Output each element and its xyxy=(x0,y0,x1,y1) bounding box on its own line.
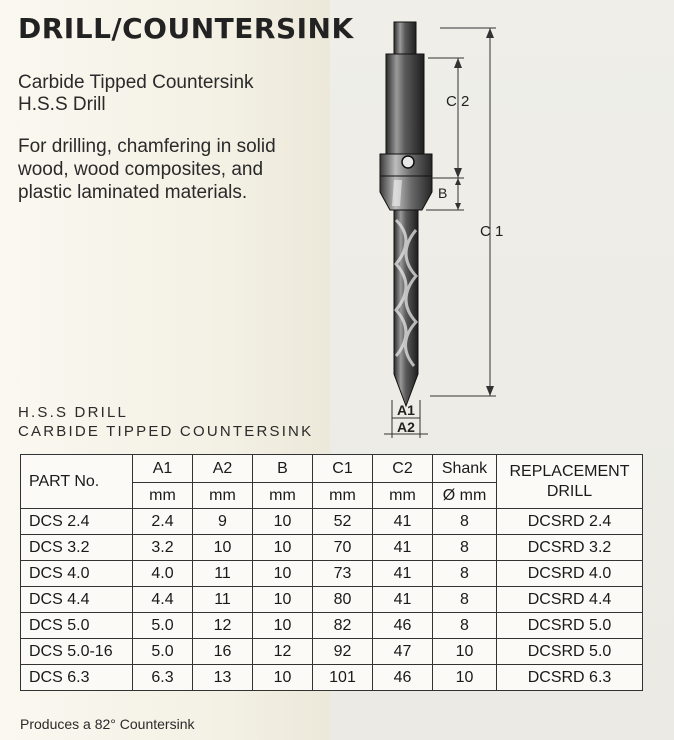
table-row xyxy=(21,665,643,691)
page-title: DRILL/COUNTERSINK xyxy=(18,12,354,45)
header-part-no: PART No. xyxy=(21,455,133,509)
dimension-cell: 80 xyxy=(313,587,373,613)
dimension-cell: 92 xyxy=(313,639,373,665)
label-a1: A1 xyxy=(397,402,415,418)
table-row xyxy=(21,535,643,561)
footer-note: Produces a 82° Countersink xyxy=(20,716,195,732)
drill-diagram xyxy=(370,14,530,444)
shank-body xyxy=(386,54,424,162)
description-line-1: For drilling, chamfering in solid xyxy=(18,136,276,157)
dimension-cell: 10 xyxy=(253,509,313,535)
subtitle-line-1: Carbide Tipped Countersink xyxy=(18,72,254,93)
part-number-cell: DCS 5.0-16 xyxy=(21,639,133,665)
table-row xyxy=(21,509,643,535)
dimension-cell: 8 xyxy=(433,561,497,587)
label-c1: C 1 xyxy=(480,223,504,240)
dimension-cell: 3.2 xyxy=(133,535,193,561)
dimension-cell: 10 xyxy=(433,639,497,665)
dimension-cell: 10 xyxy=(193,535,253,561)
description-line-3: plastic laminated materials. xyxy=(18,182,248,203)
dimension-cell: 11 xyxy=(193,561,253,587)
dimension-cell: 101 xyxy=(313,665,373,691)
dimension-cell: 70 xyxy=(313,535,373,561)
dimension-cell: 10 xyxy=(253,561,313,587)
label-b: B xyxy=(438,185,448,201)
dimension-cell: 8 xyxy=(433,587,497,613)
replacement-drill-cell: DCSRD 3.2 xyxy=(497,535,643,561)
unit-a2: mm xyxy=(193,483,253,509)
table-row xyxy=(21,561,643,587)
table-row xyxy=(21,639,643,665)
dimension-cell: 41 xyxy=(373,561,433,587)
dimension-cell: 47 xyxy=(373,639,433,665)
dimension-cell: 4.0 xyxy=(133,561,193,587)
part-number-cell: DCS 5.0 xyxy=(21,613,133,639)
dimension-cell: 16 xyxy=(193,639,253,665)
label-c2: C 2 xyxy=(446,93,470,110)
part-number-cell: DCS 6.3 xyxy=(21,665,133,691)
subtitle xyxy=(18,72,254,116)
dimension-cell: 11 xyxy=(193,587,253,613)
unit-c1: mm xyxy=(313,483,373,509)
specifications-table xyxy=(20,454,643,691)
label-a2: A2 xyxy=(397,419,415,435)
dimension-cell: 8 xyxy=(433,509,497,535)
replacement-drill-cell: DCSRD 6.3 xyxy=(497,665,643,691)
shank-top xyxy=(394,22,416,56)
part-number-cell: DCS 4.4 xyxy=(21,587,133,613)
dimension-cell: 5.0 xyxy=(133,639,193,665)
collar-screw-icon xyxy=(402,156,414,168)
header-a1: A1 xyxy=(133,455,193,483)
dimension-cell: 9 xyxy=(193,509,253,535)
dimension-cell: 4.4 xyxy=(133,587,193,613)
dimension-cell: 10 xyxy=(253,535,313,561)
dimension-cell: 6.3 xyxy=(133,665,193,691)
legend-countersink: CARBIDE TIPPED COUNTERSINK xyxy=(18,423,314,440)
replacement-drill-cell: DCSRD 4.4 xyxy=(497,587,643,613)
dimension-cell: 13 xyxy=(193,665,253,691)
part-number-cell: DCS 2.4 xyxy=(21,509,133,535)
part-number-cell: DCS 3.2 xyxy=(21,535,133,561)
dimension-cell: 2.4 xyxy=(133,509,193,535)
table-row xyxy=(21,587,643,613)
dimension-cell: 41 xyxy=(373,509,433,535)
replacement-drill-cell: DCSRD 4.0 xyxy=(497,561,643,587)
header-a2: A2 xyxy=(193,455,253,483)
dimension-cell: 41 xyxy=(373,535,433,561)
countersink-cutter xyxy=(380,176,432,210)
replacement-drill-cell: DCSRD 5.0 xyxy=(497,639,643,665)
dimension-cell: 8 xyxy=(433,535,497,561)
dimension-cell: 10 xyxy=(253,665,313,691)
dimension-cell: 73 xyxy=(313,561,373,587)
dimension-cell: 12 xyxy=(193,613,253,639)
table-header-row xyxy=(21,455,643,483)
dimension-cell: 82 xyxy=(313,613,373,639)
header-c2: C2 xyxy=(373,455,433,483)
dimension-cell: 8 xyxy=(433,613,497,639)
header-shank: Shank xyxy=(433,455,497,483)
dimension-cell: 10 xyxy=(253,613,313,639)
dimension-cell: 10 xyxy=(253,587,313,613)
dimension-cell: 5.0 xyxy=(133,613,193,639)
table-row xyxy=(21,613,643,639)
dimension-cell: 12 xyxy=(253,639,313,665)
subtitle-line-2: H.S.S Drill xyxy=(18,94,106,115)
description xyxy=(18,135,338,204)
header-c1: C1 xyxy=(313,455,373,483)
unit-c2: mm xyxy=(373,483,433,509)
unit-b: mm xyxy=(253,483,313,509)
unit-shank: Ø mm xyxy=(433,483,497,509)
part-number-cell: DCS 4.0 xyxy=(21,561,133,587)
header-b: B xyxy=(253,455,313,483)
dimension-cell: 52 xyxy=(313,509,373,535)
header-replacement-drill: REPLACEMENT DRILL xyxy=(497,455,643,509)
replacement-drill-cell: DCSRD 2.4 xyxy=(497,509,643,535)
legend-hss-drill: H.S.S DRILL xyxy=(18,404,129,421)
legend xyxy=(18,403,313,441)
unit-a1: mm xyxy=(133,483,193,509)
table-body xyxy=(21,509,643,691)
dimension-cell: 10 xyxy=(433,665,497,691)
replacement-drill-cell: DCSRD 5.0 xyxy=(497,613,643,639)
dimension-cell: 41 xyxy=(373,587,433,613)
description-line-2: wood, wood composites, and xyxy=(18,159,264,180)
dimension-cell: 46 xyxy=(373,613,433,639)
dimension-cell: 46 xyxy=(373,665,433,691)
